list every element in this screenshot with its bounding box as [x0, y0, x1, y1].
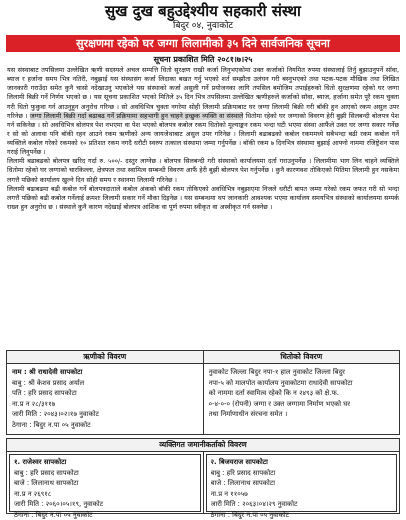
borrower-column-header: ऋणीको विवरण [7, 351, 203, 363]
guarantor-1-name: १. राजेश्वर सापकोटा [14, 457, 196, 468]
collateral-line: को नाममा दर्ता स्वामित्व रहेको कि न २४९३ को क्षे.फ. [209, 388, 395, 399]
guarantor-1-box [9, 454, 201, 512]
guarantor-2-box [206, 454, 398, 512]
guarantor-1-father: बाबु : हरि प्रसाद सापकोटा [14, 468, 196, 479]
guarantor-1-citizenship: ना.प्र न २६९१८ [14, 489, 196, 500]
borrower-husband: पति : हरि प्रसाद सापकोटा [12, 388, 198, 399]
collateral-line: तथा निर्माणाधीन संरचना समेत । [209, 409, 395, 420]
guarantor-2-cell [203, 452, 400, 514]
guarantor-2-name: २. बिजयराज सापकोटा [211, 457, 393, 468]
guarantor-1-cell [7, 452, 203, 514]
organization-address: बिदुर ०४, नुवाकोट [0, 21, 406, 32]
table-header [7, 351, 399, 364]
notice-banner: सुरक्षणमा रहेको घर जग्गा लिलामीको ३५ दिने सार्वजनिक सूचना [6, 35, 400, 52]
borrower-details [7, 364, 203, 435]
borrower-citizenship: ना.प्र न २८/३११७ [12, 399, 198, 410]
guarantor-1-address: ठेगाना : बिदुर न.पा ०५ नुवाकोट [14, 510, 196, 520]
guarantor-2-citizenship: ना.प्र न ११०५७ [211, 489, 393, 500]
guarantor-table [6, 438, 400, 514]
guarantor-1-grandfather: बाजे : लिलानाथ सापकोटा [14, 478, 196, 489]
borrower-father: बाबु : श्री केशव प्रसाद अर्याल [12, 378, 198, 389]
notice-paragraph-1 [7, 66, 399, 157]
collateral-details [203, 364, 400, 435]
guarantor-table-body [7, 452, 399, 514]
notice-paragraph-1-rest: धितोमा रहेको घर जग्गाको विवरण हेरी बुझी सिलबन्दी बोलपत्र पेश गर्न सकिनेछ । सो अवधिभित्र बोलपत्र पेश नभएमा वा पेश भएको बोलपत्र कबोल रकम धितोको मूल्याङ्कन रकम भन्दा घटी भएमा संस्था आफैंले उक्त घर जग्गा सकार गर्नेछ र सो को अलावा पनि बॉकी रहन आउने रकम ऋणीको अन्य जायजेथाबाट असुल उपर गरिनेछ । लिलामी बढाबढको कबोल रकममध्ये सबैभन्दा बढी रकम कबोल गर्ने व्यक्तिले कबोल गरेको रकमको १० प्रतिशत रकम नगदै धरौटी स्वरुप तत्काल संस्थामा जम्मा गर्नुपर्नेछ । बॉकी रकम ७ दिनभित्र संस्थामा बुझाई आफ्नो नाममा रजिष्ट्रेशन पास गराई लिनुपर्नेछ । [7, 112, 399, 157]
notice-paragraph-3: लिलामी बढाबढमा बढी कबोल गर्ने बोलपत्रदाताले कबोल अंकको बॉकी रकम तोकिएको अवधिभित्र नबुझाएमा निजले धरौटी बापत जम्मा गरेको रकम जफत गरी सो भन्दा लगत्तै पछिको बढी कबोल गर्नेलाई क्रमशः लिलामी सकार गर्ने मौका दिइनेछ । यस सम्बन्धमा थप जानकारी आवश्यक भएमा कार्यालय समयभित्र संस्थाको कार्यालयमा सम्पर्क राख्न हुन अनुरोध छ । संस्थाले कुनै कारण नदेखाई बोलपत्र आंशिक वा पूर्ण रुपमा स्वीकृत वा अस्वीकृत गर्न सक्नेछ । [7, 185, 399, 212]
collateral-column-header: धितोको विवरण [203, 351, 400, 363]
notice-paragraph-2: लिलामी बढाबढको बोलपत्र खरिद गर्दा रु. ५००/- दस्तुर लाग्नेछ । बोलपत्र सिलबन्दी गरी संस्थाको कार्यालयमा दर्ता गराउनुपर्नेछ । लिलामीमा भाग लिन चाहने व्यक्तिले धितोमा रहेको घर जग्गाको चारकिल्ला, क्षेत्रफल तथा स्वामित्व सम्बन्धी विवरण आफैं हेरी बुझी बोलपत्र पेश गर्नुपर्नेछ । कुनै कारणवश तोकिएको मितिमा लिलामी हुन नसकेमा लगत्तै पछिको कार्यालय खुल्ने दिन सोही समय र स्थानमा लिलामी गरिनेछ । [7, 157, 399, 184]
borrower-issue-date: जारी मिति : २०४३।०२।१७ नुवाकोट [12, 409, 198, 420]
collateral-line: नपा-५ को मालपोत कार्यालय नुवाकोटमा राधादेवी सापकोटा [209, 378, 395, 389]
guarantor-1-issue-date: जारी मिति : २०६०।०५।१९, नुवाकोट [14, 499, 196, 510]
guarantor-table-header [7, 439, 399, 452]
organization-title: सुख दुख बहुउद्देश्यीय सहकारी संस्था [0, 2, 406, 20]
guarantor-2-issue-date: जारी मिति : २०६३।०४।२९ नुवाकोट [211, 499, 393, 510]
notice-body [7, 66, 399, 349]
table-body [7, 364, 399, 435]
guarantor-2-grandfather: बाजे : लिलानाथ सापकोटा [211, 478, 393, 489]
borrower-name: नाम : श्री राधादेवी सापकोटा [12, 367, 198, 378]
publish-date: सूचना प्रकाशित मिति २०८१।७।२५ [0, 55, 406, 65]
notice-highlighted-text: जग्गा लिलामी बिक्री गर्दा बढाबढ गर्ने प्रक्रियामा सहभागी हुन चाहने इच्छुक व्यक्ति वा संस्थाले [30, 112, 243, 120]
guarantor-2-address: ठेगाना : बिदुर न.पा ०५ नुवाकोट [211, 510, 393, 520]
collateral-line: नुवाकोट जिल्ला बिदुर नपा-१ हाल नुवाकोट जिल्ला बिदुर [209, 367, 395, 378]
guarantor-2-father: बाबु : हरि प्रसाद सापकोटा [211, 468, 393, 479]
guarantor-heading: व्यक्तिगत जमानीकर्ताको विवरण [7, 439, 399, 451]
borrower-collateral-table [6, 350, 400, 435]
borrower-address: ठेगाना : बिदुर न.पा ०५ नुवाकोट [12, 420, 198, 431]
notice-paragraph-1-text: यस संस्थाबाट तपसिलमा उल्लेखित ऋणी सदस्यले अचल सम्पत्ति धितो सुरक्षण राखी कर्जा लिनुभएकोमा उक्त कर्जाको नियमित रुपमा संस्थालाई तिर्नु बुझाउनुपर्ने सॉवा, ब्याज र हर्जाना समय भित्र नतिरी, नबुझाई यस संस्थासंग कर्जा लिदाका बखत गर्नु भएको शर्त सम्झौता उलंघन गरी बस्नुभएको तथा पटक-पटक मौखिक तथा लिखित जानकारी गराउँदा समेत कुनै चासो नदेखाउनु भएकोले यस संस्थाको कर्जा असुली गर्ने प्रयोजनका लागि तपसिल बमोजिम तपाईहरुको धितो सुरक्षणमा रहेको घर जग्गा लिलामी बिक्री गर्ने निर्णय भएको छ । यस सूचना प्रकाशित भएको मितिले ३५ दिन भित्र तपसिलमा उल्लेखित ऋणीहरुले कर्जाको सॉवा, ब्याज, हर्जाना समेत पूरै रकम चुक्ता गरी धितो फुकुवा गर्न आउनुहुन अनुरोध गरिन्छ । सो अवधिभित्र चुक्ता नगरेमा सोही लिलामी प्रक्रियाबाट घर जग्गा लिलामी बिक्री गरी बॉकी हुन आएको रकम असुल उपर गरिनेछ । [7, 66, 399, 120]
collateral-line: ०-४-०-० (रोपनी) जग्गा र उक्त जग्गामा निर्माण भएको घर [209, 399, 395, 410]
